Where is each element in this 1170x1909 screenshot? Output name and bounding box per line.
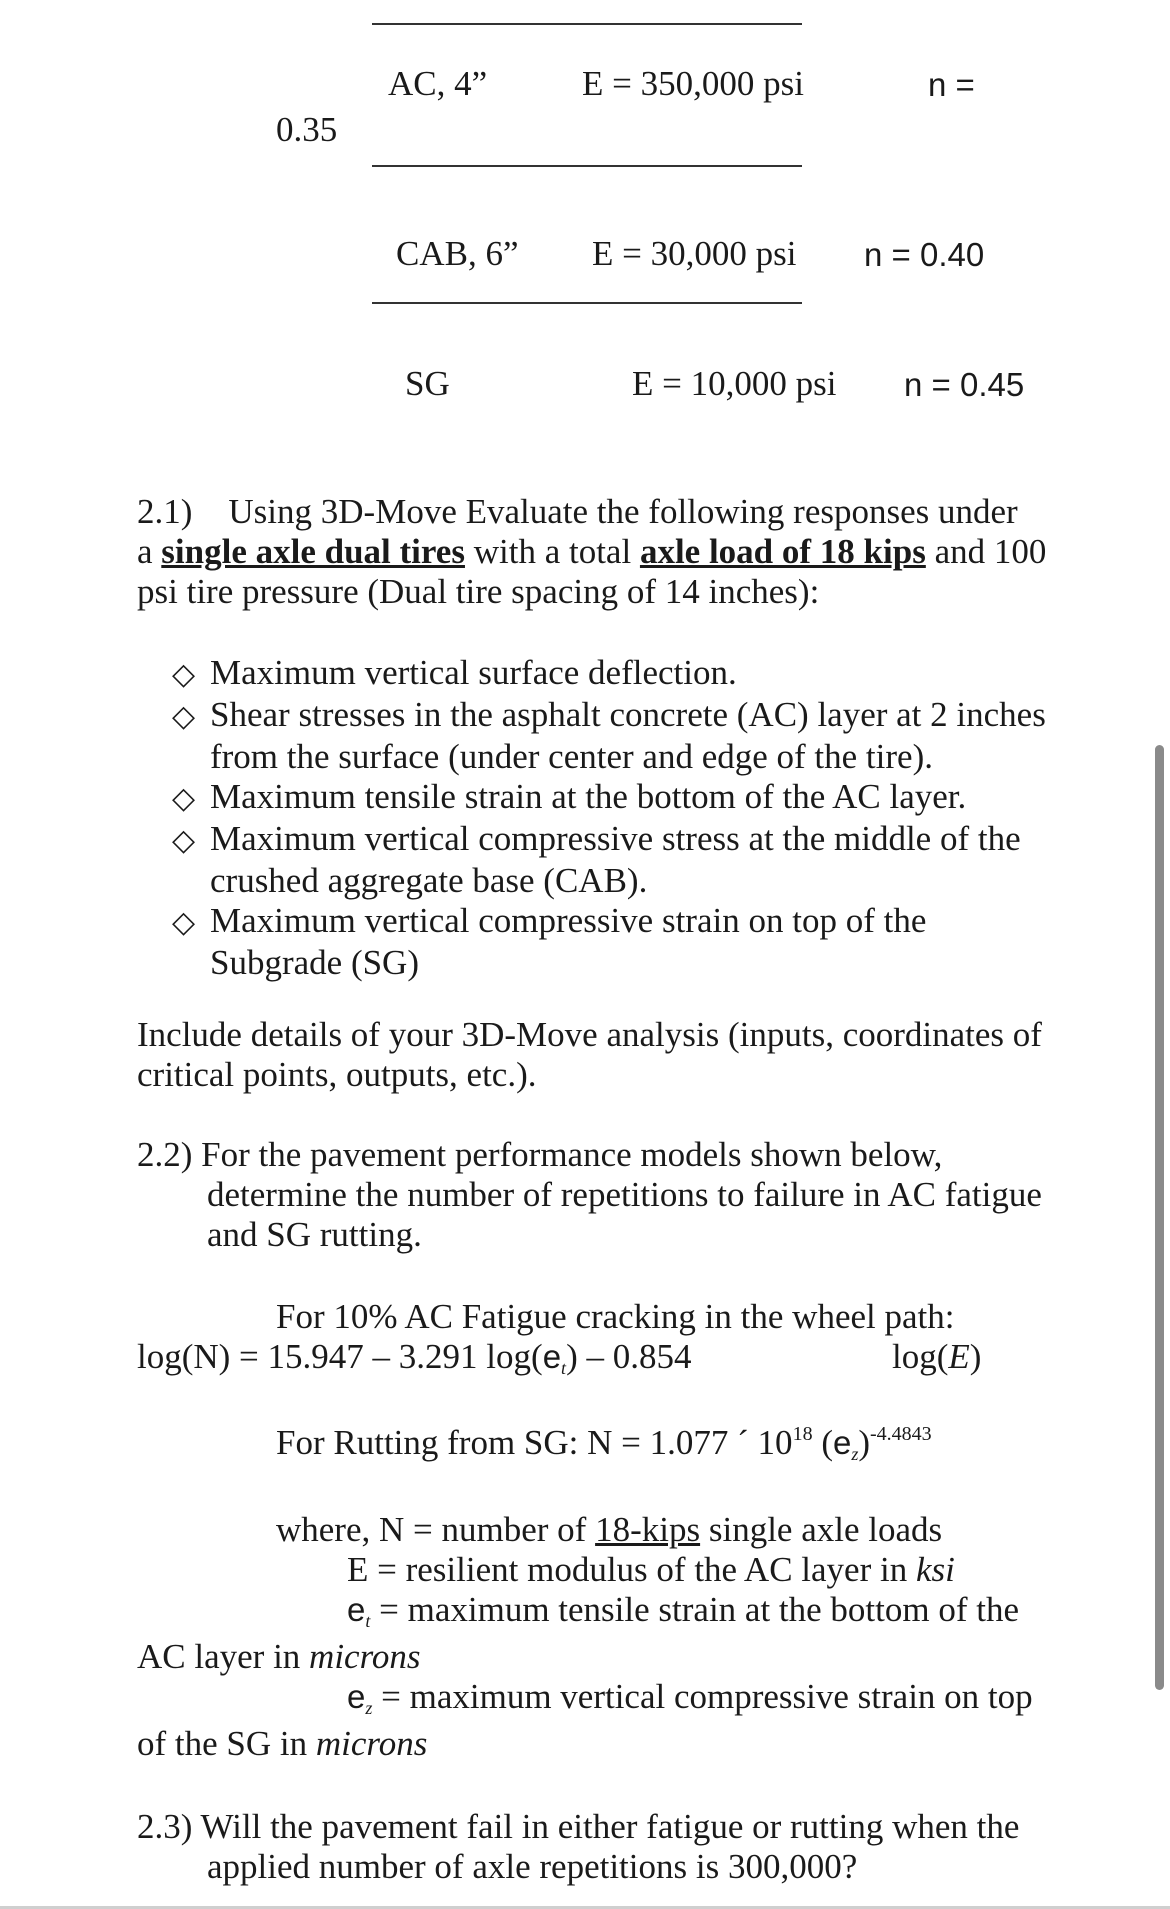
sg-layer-poisson: n = 0.45	[904, 366, 1025, 403]
ac-poisson-value: 0.35	[276, 110, 338, 149]
ac-layer-poisson: n =	[928, 66, 975, 103]
diamond-bullet-icon: ◇	[172, 658, 196, 691]
list-item: ◇ Maximum vertical compressive stress at the middle of the	[172, 819, 1046, 861]
q21-line2-post: and 100	[925, 532, 1047, 571]
list-item: ◇ Maximum vertical surface deflection.	[172, 653, 1046, 695]
diamond-bullet-icon: ◇	[172, 824, 196, 857]
layer-divider-cab-sg	[372, 302, 802, 304]
list-item: ◇ Maximum vertical compressive strain on top of the	[172, 901, 1046, 943]
ac-layer-name: AC, 4”	[388, 64, 488, 103]
where-ez-definition-cont: of the SG in microns	[137, 1724, 428, 1763]
layer-divider-top	[372, 23, 802, 25]
diamond-bullet-icon: ◇	[172, 906, 196, 939]
rutting-equation: For Rutting from SG: N = 1.077 ´ $10^{18}$ $(e_z)^{-4.4843}$	[276, 1423, 932, 1464]
question-2-2: 2.2) For the pavement performance models shown below, determine the number of repetitions to failure in AC fatigue and SG rutting.	[137, 1135, 1042, 1254]
include-details: Include details of your 3D-Move analysis (inputs, coordinates of critical points, outputs, etc.).	[137, 1015, 1042, 1094]
where-ez-definition: $e_z$ = maximum vertical compressive strain on top	[347, 1677, 1033, 1718]
list-item: ◇ Shear stresses in the asphalt concrete (AC) layer at 2 inches	[172, 695, 1046, 737]
q21-line3: psi tire pressure (Dual tire spacing of 14 inches):	[137, 572, 820, 611]
q21-number: 2.1)	[137, 492, 193, 531]
layer-divider-ac-cab	[372, 165, 802, 167]
cab-layer-name: CAB, 6”	[396, 234, 519, 273]
sg-layer-modulus: E = 10,000 psi	[632, 364, 837, 403]
question-2-3: 2.3) Will the pavement fail in either fatigue or rutting when the applied number of axle repetitions is 300,000?	[137, 1807, 1020, 1886]
fatigue-equation: log(N) = 15.947 – 3.291 $\log(e_t) - 0.854$	[137, 1337, 692, 1378]
list-item-continuation: from the surface (under center and edge of the tire).	[210, 737, 933, 776]
q21-line1: Using 3D-Move Evaluate the following responses under	[228, 492, 1018, 531]
list-item-continuation: crushed aggregate base (CAB).	[210, 861, 648, 900]
q21-single-axle: single axle dual tires	[161, 532, 465, 571]
sg-layer-name: SG	[405, 364, 450, 403]
question-2-1	[137, 492, 1046, 612]
cab-layer-modulus: E = 30,000 psi	[592, 234, 797, 273]
diamond-bullet-icon: ◇	[172, 782, 196, 815]
fatigue-heading: For 10% AC Fatigue cracking in the wheel path:	[276, 1297, 955, 1336]
ac-layer-modulus: E = 350,000 psi	[582, 64, 804, 103]
diamond-bullet-icon: ◇	[172, 700, 196, 733]
where-e-definition: E = resilient modulus of the AC layer in ksi	[347, 1550, 955, 1589]
q21-line2-pre: a	[137, 532, 162, 571]
where-n-definition: where, N = number of 18-kips single axle loads	[276, 1510, 943, 1549]
q21-line2-mid: with a total	[464, 532, 640, 571]
vertical-scrollbar[interactable]	[1155, 745, 1164, 1690]
list-item-continuation: Subgrade (SG)	[210, 943, 419, 982]
cab-layer-poisson: n = 0.40	[864, 236, 985, 273]
list-item: ◇ Maximum tensile strain at the bottom of the AC layer.	[172, 777, 1046, 819]
fatigue-equation-modulus-term: log(E)	[892, 1337, 982, 1376]
q21-axle-load: axle load of 18 kips	[639, 532, 926, 571]
where-et-definition: $e_t$ = maximum tensile strain at the bottom of the	[347, 1590, 1020, 1631]
where-et-definition-cont: AC layer in microns	[137, 1637, 421, 1676]
response-list	[172, 653, 1046, 983]
